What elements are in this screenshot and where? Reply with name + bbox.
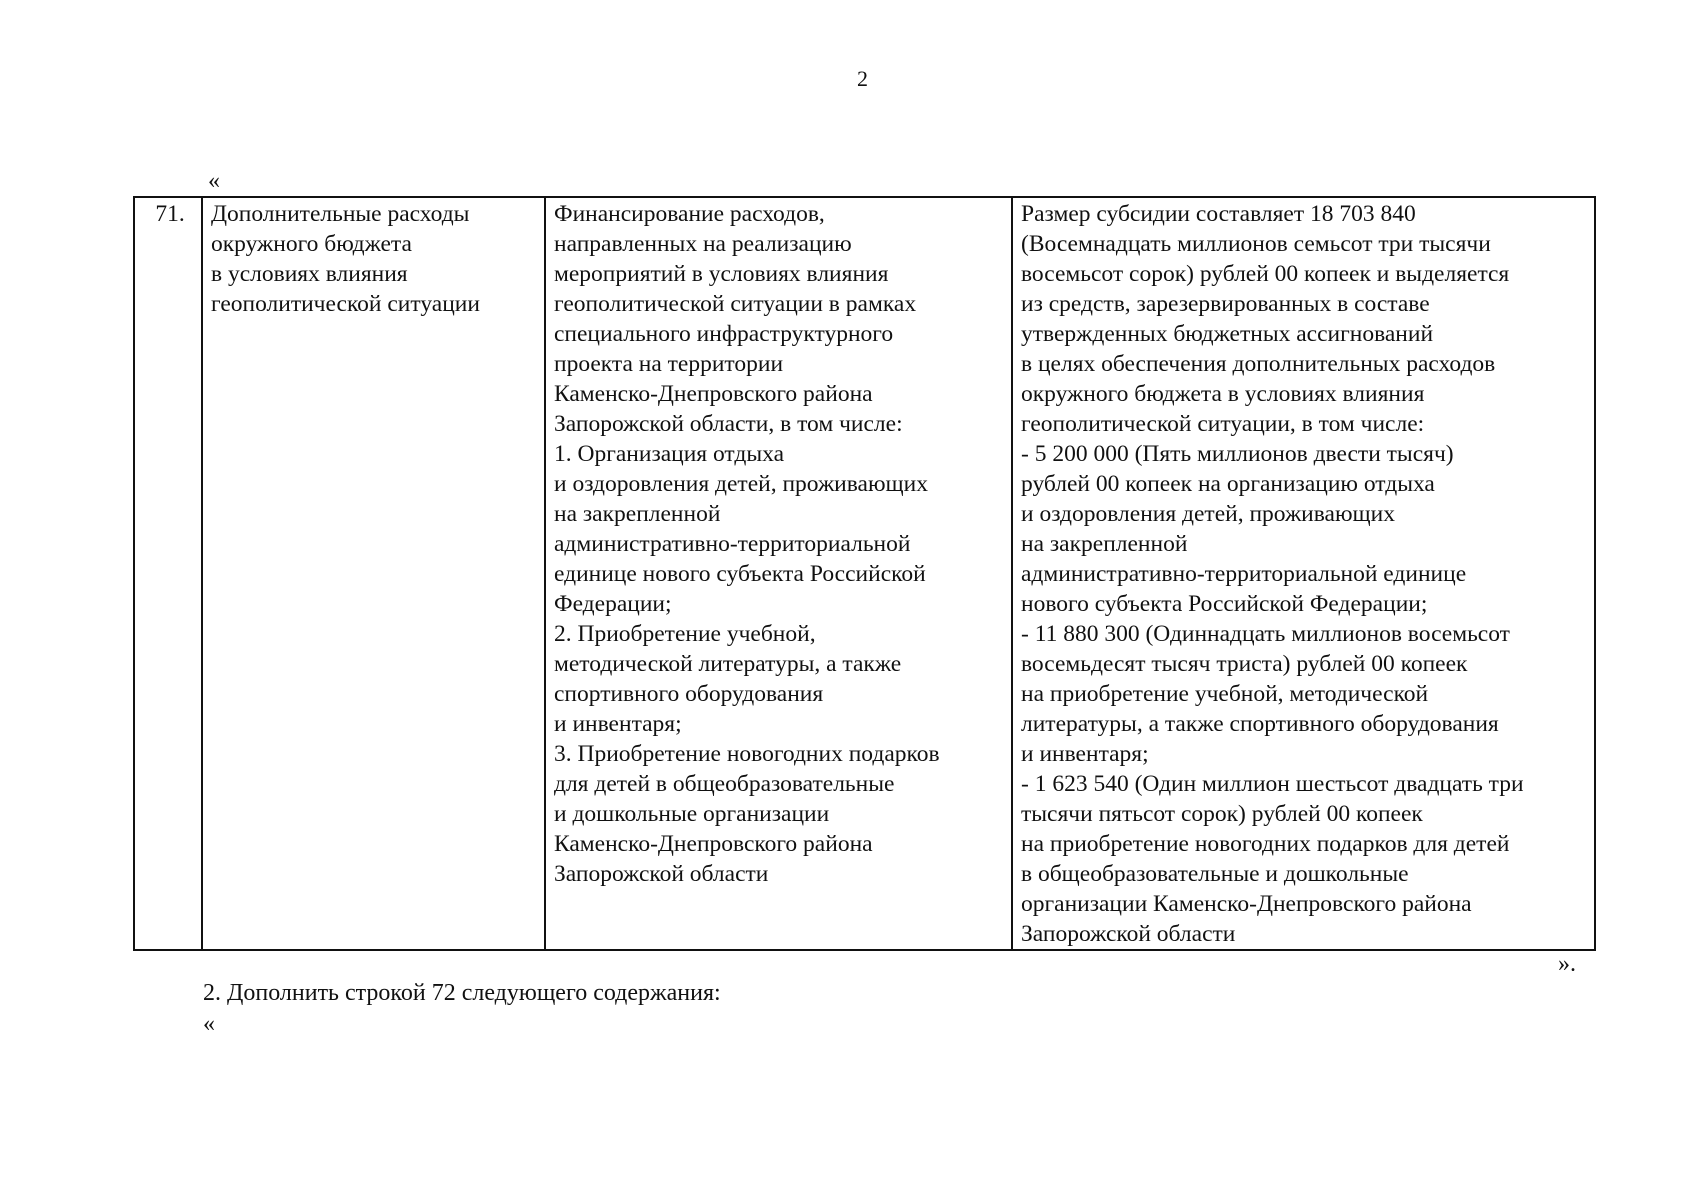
cell-text-line: на закрепленной [554,501,721,527]
cell-text-line: восемьдесят тысяч триста) рублей 00 копеек [1021,651,1468,677]
cell-text-line: Запорожской области, в том числе: [554,411,903,437]
cell-text-line: административно-территориальной единице [1021,561,1467,587]
cell-text-line: из средств, зарезервированных в составе [1021,291,1430,317]
cell-text-line: и инвентаря; [554,711,682,737]
cell-text-line: и оздоровления детей, проживающих [554,471,928,497]
item-2-paragraph: 2. Дополнить строкой 72 следующего содержания: [203,980,721,1006]
cell-text-line: - 1 623 540 (Один миллион шестьсот двадцать три [1021,771,1524,797]
cell-text-line: спортивного оборудования [554,681,824,707]
cell-text-line: проекта на территории [554,351,784,377]
cell-text-line: Каменско-Днепровского района [554,381,873,407]
cell-text-line: Запорожской области [554,861,769,887]
cell-text-line: окружного бюджета [211,231,412,257]
opening-quote-mark-bottom: « [203,1011,215,1037]
cell-text-line: утвержденных бюджетных ассигнований [1021,321,1434,347]
table-row [134,197,1595,950]
subsidy-amount-text [1021,199,1590,949]
cell-text-line: Дополнительные расходы [211,201,470,227]
cell-text-line: единице нового субъекта Российской [554,561,926,587]
row-number-cell [134,197,202,950]
cell-text-line: методической литературы, а также [554,651,902,677]
expense-name-text [211,199,540,319]
cell-text-line: организации Каменско-Днепровского района [1021,891,1472,917]
cell-text-line: в целях обеспечения дополнительных расходов [1021,351,1496,377]
cell-text-line: 1. Организация отдыха [554,441,785,467]
cell-text-line: 2. Приобретение учебной, [554,621,816,647]
cell-text-line: окружного бюджета в условиях влияния [1021,381,1425,407]
expense-purpose-cell [545,197,1012,950]
cell-text-line: на приобретение учебной, методической [1021,681,1429,707]
cell-text-line: и инвентаря; [1021,741,1149,767]
expense-name-cell [202,197,545,950]
cell-text-line: восемьсот сорок) рублей 00 копеек и выделяется [1021,261,1510,287]
cell-text-line: для детей в общеобразовательные [554,771,895,797]
row-number: 71. [155,201,185,227]
subsidy-amount-cell [1012,197,1595,950]
cell-text-line: 3. Приобретение новогодних подарков [554,741,940,767]
cell-text-line: тысячи пятьсот сорок) рублей 00 копеек [1021,801,1423,827]
budget-table [133,196,1596,951]
cell-text-line: Размер субсидии составляет 18 703 840 [1021,201,1416,227]
cell-text-line: геополитической ситуации [211,291,480,317]
cell-text-line: и дошкольные организации [554,801,830,827]
cell-text-line: Запорожской области [1021,921,1236,947]
cell-text-line: и оздоровления детей, проживающих [1021,501,1395,527]
cell-text-line: геополитической ситуации, в том числе: [1021,411,1425,437]
cell-text-line: (Восемнадцать миллионов семьсот три тысячи [1021,231,1491,257]
cell-text-line: геополитической ситуации в рамках [554,291,917,317]
cell-text-line: мероприятий в условиях влияния [554,261,889,287]
cell-text-line: рублей 00 копеек на организацию отдыха [1021,471,1435,497]
cell-text-line: - 11 880 300 (Одиннадцать миллионов восемьсот [1021,621,1510,647]
cell-text-line: на приобретение новогодних подарков для детей [1021,831,1510,857]
cell-text-line: направленных на реализацию [554,231,852,257]
page-number: 2 [857,66,868,91]
cell-text-line: в общеобразовательные и дошкольные [1021,861,1409,887]
closing-quote-mark: ». [1558,951,1576,977]
cell-text-line: административно-территориальной [554,531,911,557]
cell-text-line: Финансирование расходов, [554,201,825,227]
cell-text-line: на закрепленной [1021,531,1188,557]
cell-text-line: специального инфраструктурного [554,321,894,347]
expense-purpose-text [554,199,1007,889]
cell-text-line: - 5 200 000 (Пять миллионов двести тысяч) [1021,441,1454,467]
cell-text-line: литературы, а также спортивного оборудования [1021,711,1499,737]
cell-text-line: в условиях влияния [211,261,408,287]
cell-text-line: Каменско-Днепровского района [554,831,873,857]
cell-text-line: Федерации; [554,591,672,617]
cell-text-line: нового субъекта Российской Федерации; [1021,591,1428,617]
opening-quote-mark: « [208,168,220,194]
